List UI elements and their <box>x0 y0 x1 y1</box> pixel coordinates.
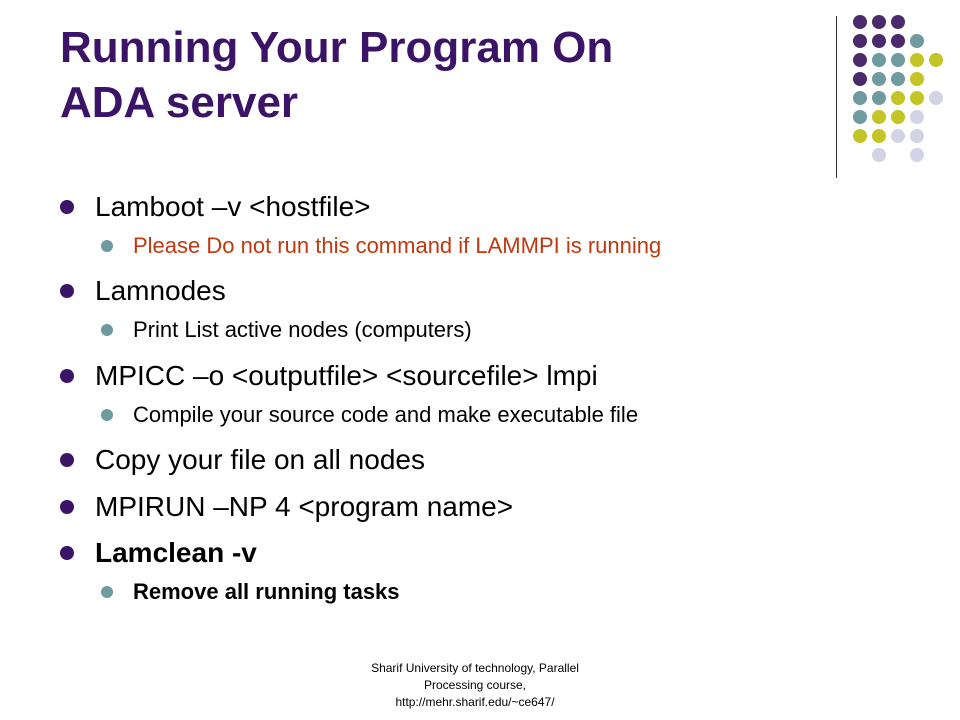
bullet-marker <box>60 500 74 514</box>
bullet-item: Lamnodes <box>95 275 226 306</box>
dot <box>872 53 886 67</box>
slide-title-line-2: ADA server <box>60 78 299 127</box>
dot <box>891 110 905 124</box>
dot <box>872 110 886 124</box>
sub-bullet-item-warning: Please Do not run this command if LAMMPI is running <box>133 233 662 258</box>
dot <box>853 15 867 29</box>
bullet-marker <box>60 284 74 298</box>
dot <box>872 148 886 162</box>
dot <box>853 91 867 105</box>
dot <box>910 110 924 124</box>
dot <box>853 34 867 48</box>
dot <box>872 72 886 86</box>
bullet-item: Copy your file on all nodes <box>95 444 425 475</box>
dot <box>891 34 905 48</box>
dot <box>872 129 886 143</box>
dot <box>891 15 905 29</box>
sub-bullet-item: Print List active nodes (computers) <box>133 317 472 342</box>
dot <box>872 34 886 48</box>
bullet-item: MPICC –o <outputfile> <sourcefile> lmpi <box>95 360 598 391</box>
dot <box>891 53 905 67</box>
dot <box>853 53 867 67</box>
bullet-marker <box>60 200 74 214</box>
bullet-item: MPIRUN –NP 4 <program name> <box>95 491 514 522</box>
dot <box>910 91 924 105</box>
sub-bullet-marker <box>101 240 113 252</box>
dot <box>853 110 867 124</box>
title-divider-line <box>836 16 837 178</box>
dot <box>929 91 943 105</box>
sub-bullet-item: Compile your source code and make executable file <box>133 402 639 427</box>
dot <box>872 91 886 105</box>
slide-footer <box>300 660 650 711</box>
dot <box>853 72 867 86</box>
slide-title-line-1: Running Your Program On <box>60 23 614 72</box>
dot <box>872 15 886 29</box>
dot <box>891 72 905 86</box>
sub-bullet-marker <box>101 586 113 598</box>
bullet-item: Lamboot –v <hostfile> <box>95 191 371 222</box>
footer-line: Sharif University of technology, Parallel <box>371 661 579 675</box>
dot <box>910 129 924 143</box>
dot <box>910 34 924 48</box>
sub-bullet-marker <box>101 324 113 336</box>
dot <box>910 53 924 67</box>
footer-line: Processing course, <box>423 678 527 692</box>
bullet-item: Lamclean -v <box>95 537 257 568</box>
sub-bullet-item: Remove all running tasks <box>133 579 400 604</box>
bullet-marker <box>60 546 74 560</box>
dot <box>853 129 867 143</box>
dot <box>910 148 924 162</box>
footer-url: http://mehr.sharif.edu/~ce647/ <box>395 695 555 709</box>
bullet-marker <box>60 369 74 383</box>
slide-title <box>60 20 820 130</box>
dot <box>929 53 943 67</box>
bullet-marker <box>60 453 74 467</box>
dot <box>910 72 924 86</box>
sub-bullet-marker <box>101 409 113 421</box>
dot <box>891 91 905 105</box>
dot <box>891 129 905 143</box>
